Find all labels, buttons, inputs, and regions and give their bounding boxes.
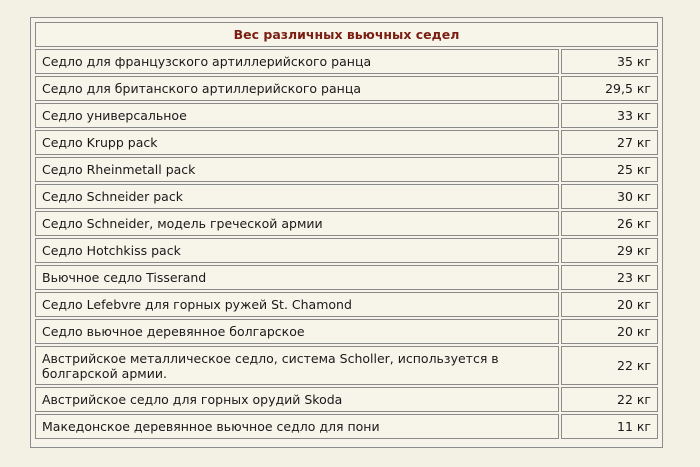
saddle-weight: 30 кг [561,184,658,209]
saddle-name: Седло Hotchkiss pack [35,238,559,263]
table-row [35,238,658,263]
table-row [35,76,658,101]
saddle-weight-table-frame [30,17,663,448]
saddle-weight-table [33,20,660,441]
table-row [35,184,658,209]
saddle-weight: 33 кг [561,103,658,128]
table-row [35,130,658,155]
table-row [35,103,658,128]
saddle-weight: 20 кг [561,292,658,317]
table-row [35,414,658,439]
saddle-weight: 25 кг [561,157,658,182]
saddle-name: Седло Lefebvre для горных ружей St. Chamond [35,292,559,317]
saddle-name: Седло Schneider pack [35,184,559,209]
saddle-name: Седло Schneider, модель греческой армии [35,211,559,236]
saddle-weight: 29,5 кг [561,76,658,101]
saddle-name: Седло Krupp pack [35,130,559,155]
saddle-weight: 27 кг [561,130,658,155]
saddle-weight: 35 кг [561,49,658,74]
saddle-weight: 26 кг [561,211,658,236]
table-row [35,387,658,412]
saddle-name: Австрийское седло для горных орудий Skoda [35,387,559,412]
table-row [35,211,658,236]
table-row [35,265,658,290]
saddle-name: Македонское деревянное вьючное седло для пони [35,414,559,439]
saddle-weight: 11 кг [561,414,658,439]
table-header-row [35,22,658,47]
saddle-name: Седло Rheinmetall pack [35,157,559,182]
table-row [35,49,658,74]
saddle-name: Австрийское металлическое седло, система Scholler, используется в болгарской армии. [35,346,559,385]
saddle-name: Седло для французского артиллерийского ранца [35,49,559,74]
saddle-weight: 20 кг [561,319,658,344]
table-title: Вес различных вьючных седел [35,22,658,47]
saddle-weight: 23 кг [561,265,658,290]
saddle-weight: 29 кг [561,238,658,263]
saddle-name: Седло для британского артиллерийского ранца [35,76,559,101]
saddle-name: Седло вьючное деревянное болгарское [35,319,559,344]
table-row [35,319,658,344]
table-row [35,346,658,385]
table-row [35,292,658,317]
saddle-weight: 22 кг [561,346,658,385]
saddle-name: Седло универсальное [35,103,559,128]
saddle-weight: 22 кг [561,387,658,412]
saddle-name: Вьючное седло Tisserand [35,265,559,290]
table-row [35,157,658,182]
